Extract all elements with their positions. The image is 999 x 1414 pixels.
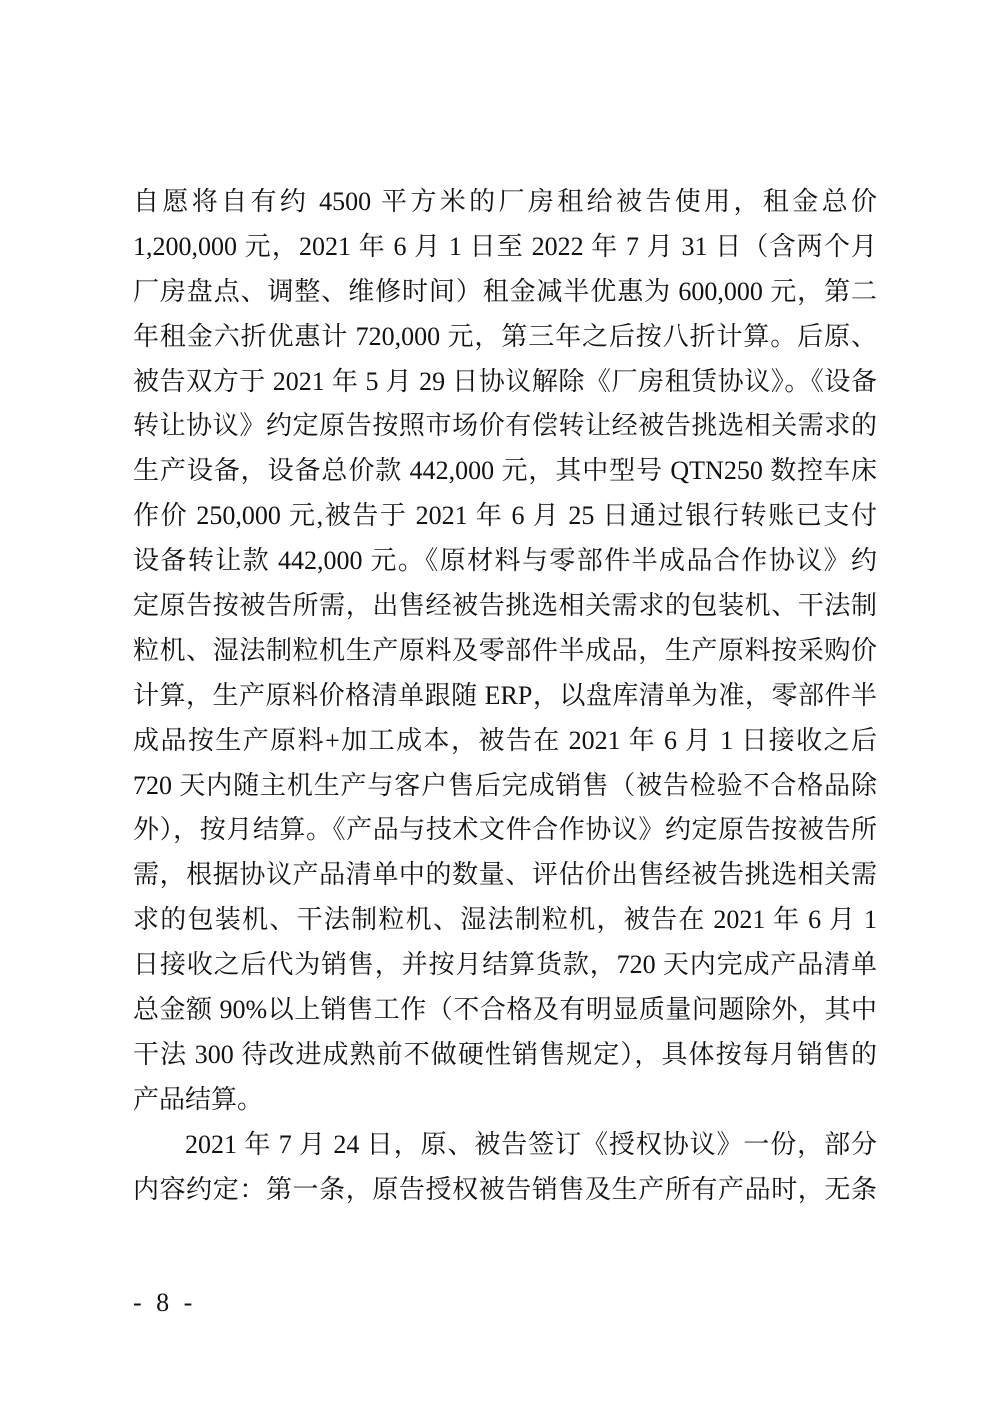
- document-line: 外），按月结算。《产品与技术文件合作协议》约定原告按被告所: [133, 815, 877, 845]
- document-line: 2021 年 7 月 24 日，原、被告签订《授权协议》一份，部分: [185, 1129, 877, 1159]
- document-line: 日接收之后代为销售，并按月结算货款，720 天内完成产品清单: [133, 950, 877, 980]
- document-body: [133, 180, 877, 1212]
- document-line: 被告双方于 2021 年 5 月 29 日协议解除《厂房租赁协议》。《设备: [133, 366, 877, 396]
- document-line: 720 天内随主机生产与客户售后完成销售（被告检验不合格品除: [133, 770, 877, 800]
- document-line: 粒机、湿法制粒机生产原料及零部件半成品，生产原料按采购价: [133, 635, 877, 665]
- document-line: 内容约定：第一条，原告授权被告销售及生产所有产品时，无条: [133, 1174, 877, 1204]
- document-line: 1,200,000 元，2021 年 6 月 1 日至 2022 年 7 月 31 日（含两个月: [133, 231, 877, 261]
- document-line: 生产设备，设备总价款 442,000 元，其中型号 QTN250 数控车床: [133, 456, 877, 486]
- document-line: 厂房盘点、调整、维修时间）租金减半优惠为 600,000 元，第二: [133, 276, 877, 306]
- document-line: 产品结算。: [133, 1084, 264, 1114]
- page-number: - 8 -: [133, 1288, 197, 1317]
- document-line: 求的包装机、干法制粒机、湿法制粒机，被告在 2021 年 6 月 1: [133, 905, 877, 935]
- document-line: 干法 300 待改进成熟前不做硬性销售规定），具体按每月销售的: [133, 1039, 877, 1069]
- document-line: 设备转让款 442,000 元。《原材料与零部件半成品合作协议》约: [133, 546, 877, 576]
- document-line: 自愿将自有约 4500 平方米的厂房租给被告使用，租金总价: [133, 187, 877, 216]
- document-line: 年租金六折优惠计 720,000 元，第三年之后按八折计算。后原、: [133, 321, 877, 351]
- document-line: 需，根据协议产品清单中的数量、评估价出售经被告挑选相关需: [133, 860, 877, 890]
- document-line: 计算，生产原料价格清单跟随 ERP，以盘库清单为准，零部件半: [133, 680, 877, 710]
- document-line: 成品按生产原料+加工成本，被告在 2021 年 6 月 1 日接收之后: [133, 725, 877, 755]
- document-line: 定原告按被告所需，出售经被告挑选相关需求的包装机、干法制: [133, 591, 877, 621]
- document-line: 总金额 90%以上销售工作（不合格及有明显质量问题除外，其中: [133, 995, 877, 1025]
- document-line: 转让协议》约定原告按照市场价有偿转让经被告挑选相关需求的: [133, 411, 877, 441]
- document-line: 作价 250,000 元,被告于 2021 年 6 月 25 日通过银行转账已支付: [133, 501, 877, 531]
